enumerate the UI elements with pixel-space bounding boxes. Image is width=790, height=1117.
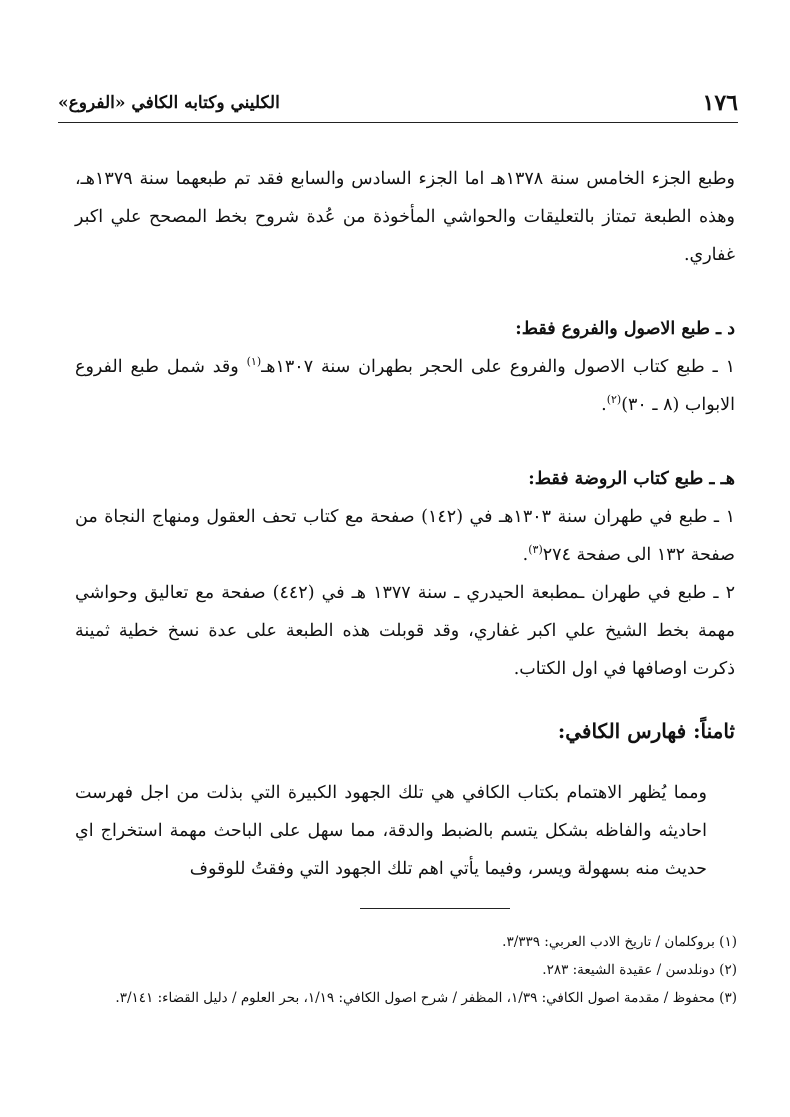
spacer xyxy=(75,750,735,774)
main-text xyxy=(75,160,735,888)
spacer xyxy=(75,274,735,310)
text-segment: . xyxy=(522,545,529,565)
text-segment: ١ ـ طبع في طهران سنة ١٣٠٣هـ في (١٤٢) صفحة مع كتاب تحف العقول ومنهاج النجاة من صفحة ١٣٢ الى صفحة ٢٧٤ xyxy=(75,507,736,565)
text-segment: ١ ـ طبع كتاب الاصول والفروع على الحجر بطهران سنة ١٣٠٧هـ xyxy=(261,357,736,377)
text-segment: وقد شمل طبع الفروع الابواب (٨ ـ ٣٠) xyxy=(75,357,735,415)
footnote-1: (١) بروكلمان / تاريخ الادب العربي: ٣/٣٣٩. xyxy=(502,934,737,950)
page-header xyxy=(58,88,738,118)
paragraph-indexes: ومما يُظهر الاهتمام بكتاب الكافي هي تلك الجهود الكبيرة التي بذلت من اجل فهرست احاديثه والفاظه بشكل يتسم بالضبط والدقة، مما سهل على الباحث مهمة استخراج اي حديث منه بسهولة ويسر، وفيما يأتي اهم تلك الجهود التي وفقتُ للوقوف xyxy=(75,783,707,879)
paragraph-rawda-2: ٢ ـ طبع في طهران ـمطبعة الحيدري ـ سنة ١٣٧٧ هـ في (٤٤٢) صفحة مع تعاليق وحواشي مهمة بخط الشيخ علي اكبر غفاري، وقد قوبلت هذه الطبعة على عدة نسخ خطية ثمينة ذكرت اوصافها في اول الكتاب. xyxy=(75,583,736,679)
paragraph-edition-five: وطبع الجزء الخامس سنة ١٣٧٨هـ اما الجزء السادس والسابع فقد تم طبعهما سنة ١٣٧٩هـ، وهذه الطبعة تمتاز بالتعليقات والحواشي المأخوذة من عُدة شروح بخط المصحح علي اكبر غفاري. xyxy=(75,169,736,265)
footnote-ref-3: (٣) xyxy=(528,543,543,557)
section-title-indexes: ثامناً: فهارس الكافي: xyxy=(557,719,735,743)
heading-rawda: هـ ـ طبع كتاب الروضة فقط: xyxy=(528,469,735,489)
spacer xyxy=(75,424,735,460)
footnotes xyxy=(75,928,737,1012)
running-title: الكليني وكتابه الكافي «الفروع» xyxy=(58,93,280,113)
paragraph-rawda-1 xyxy=(75,498,735,574)
footnote-2: (٢) دونلدسن / عقيدة الشيعة: ٢٨٣. xyxy=(542,962,737,978)
paragraph-usul-furu-1 xyxy=(75,348,735,424)
footnote-ref-2: (٢) xyxy=(606,393,622,407)
footnote-3: (٣) محفوظ / مقدمة اصول الكافي: ١/٣٩، المظفر / شرح اصول الكافي: ١/١٩، بحر العلوم / دليل القضاء: ٣/١٤١. xyxy=(115,990,737,1006)
page-number: ١٧٦ xyxy=(702,90,738,116)
text-segment: . xyxy=(601,395,607,415)
footnote-divider xyxy=(360,908,510,909)
footnote-ref-1: (١) xyxy=(246,355,262,369)
header-divider xyxy=(58,122,738,123)
spacer xyxy=(75,688,735,712)
heading-usul-furu: د ـ طبع الاصول والفروع فقط: xyxy=(515,319,735,339)
